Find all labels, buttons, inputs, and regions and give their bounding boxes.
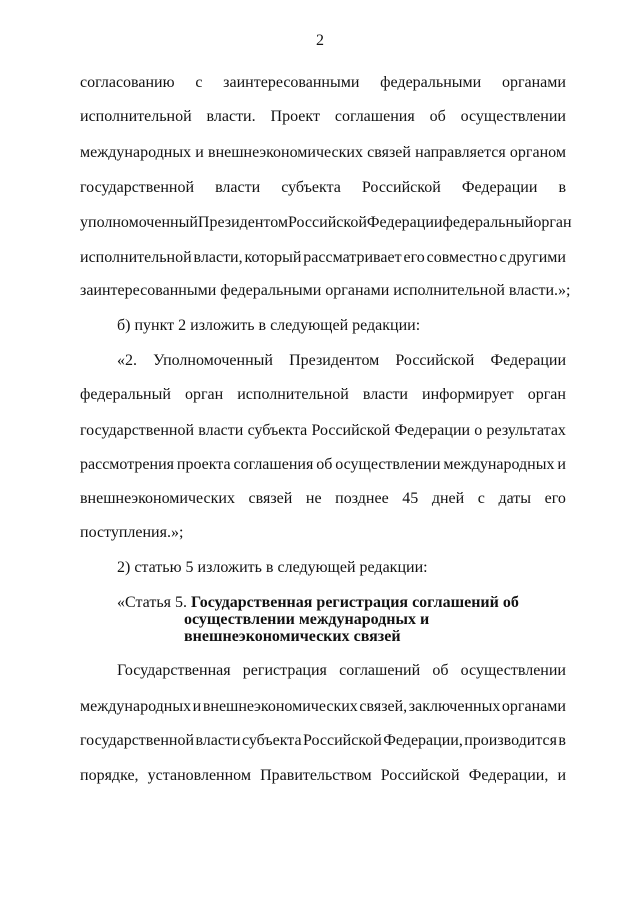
word: позднее — [335, 490, 389, 507]
text-line — [80, 143, 566, 163]
word: федеральный — [80, 386, 171, 403]
word: международных — [443, 456, 555, 473]
word: федеральными — [380, 74, 482, 91]
word: государственной — [80, 179, 195, 196]
word: и — [192, 698, 202, 715]
word: государственной — [80, 732, 195, 749]
word: орган — [533, 214, 572, 231]
word: даты — [498, 490, 532, 507]
word: власти — [195, 732, 241, 749]
word: Федерации — [394, 422, 471, 439]
word: внешнеэкономических — [80, 490, 235, 507]
word: об — [432, 662, 449, 679]
word: власти — [215, 179, 261, 196]
word: власти, — [193, 249, 243, 266]
text-line — [80, 731, 566, 751]
article-title-line-2: осуществлении международных и — [184, 611, 430, 628]
word: направляется — [415, 144, 506, 161]
word: Проект — [270, 108, 320, 125]
text-line — [80, 213, 572, 233]
word: федеральный — [442, 214, 534, 231]
word: результатах — [486, 422, 566, 439]
word: исполнительной — [237, 386, 349, 403]
word: субъекта — [241, 732, 302, 749]
word: согласованию — [80, 74, 175, 91]
word: проекта — [176, 456, 231, 473]
word: и — [195, 144, 204, 161]
word: Российской — [288, 214, 367, 231]
word: власти — [198, 422, 244, 439]
page-number: 2 — [316, 32, 324, 49]
word: производится — [464, 732, 558, 749]
word: осуществлении — [460, 108, 566, 125]
word: Правительством — [260, 767, 372, 784]
word: об — [429, 108, 446, 125]
text-line — [80, 489, 566, 509]
text-line — [80, 248, 566, 268]
article-prefix: «Статья 5. — [117, 594, 187, 611]
word: информирует — [422, 386, 514, 403]
text-line: 2) статью 5 изложить в следующей редакции: — [117, 559, 428, 576]
word: орган — [527, 386, 566, 403]
text-line — [80, 107, 566, 127]
word: Федерации — [366, 214, 443, 231]
word: Российской — [361, 179, 441, 196]
word: дней — [431, 490, 465, 507]
text-line — [80, 73, 566, 93]
word: заключенных — [408, 698, 501, 715]
word: внешнеэкономических — [208, 144, 363, 161]
word: органами — [501, 74, 566, 91]
word: совместно — [426, 249, 498, 266]
text-line — [80, 697, 566, 717]
word: внешнеэкономических — [202, 698, 358, 715]
word: о — [474, 422, 483, 439]
word: Российской — [380, 767, 460, 784]
word: уполномоченный — [80, 214, 198, 231]
word: с — [195, 74, 203, 91]
word: соглашения — [334, 108, 415, 125]
word: об — [316, 456, 333, 473]
text-line — [80, 178, 566, 198]
word: регистрация — [242, 662, 327, 679]
text-line: заинтересованными федеральными органами исполнительной власти.»; — [80, 282, 571, 299]
word: установленном — [147, 767, 251, 784]
word: власти — [362, 386, 408, 403]
word: связей, — [359, 698, 408, 715]
word: соглашений — [339, 662, 421, 679]
word: субъекта — [247, 422, 308, 439]
word: международных — [80, 698, 192, 715]
article-title-line-1: Государственная регистрация соглашений об — [190, 594, 519, 611]
word: связей — [367, 144, 411, 161]
word: субъекта — [281, 179, 341, 196]
word: исполнительной — [80, 108, 192, 125]
word: Федерации — [490, 352, 566, 369]
word: порядке, — [80, 767, 139, 784]
word: с — [499, 249, 507, 266]
word: исполнительной — [80, 249, 192, 266]
word: международных — [80, 144, 192, 161]
word: Президентом — [289, 352, 380, 369]
word: его — [403, 249, 425, 266]
word: осуществлении — [460, 662, 566, 679]
word: 45 — [402, 490, 419, 507]
word: рассмотрения — [80, 456, 174, 473]
word: и — [557, 456, 566, 473]
word: органами — [501, 698, 566, 715]
word: Российской — [311, 422, 391, 439]
text-line — [80, 455, 566, 475]
word: Российской — [303, 732, 382, 749]
word: Президентом — [197, 214, 289, 231]
word: Государственная — [117, 662, 231, 679]
word: в — [558, 732, 566, 749]
text-line — [80, 385, 566, 405]
word: заинтересованными — [223, 74, 360, 91]
text-line — [80, 766, 566, 786]
text-line: поступления.»; — [80, 524, 184, 541]
word: органом — [509, 144, 566, 161]
word: Федерации, — [383, 732, 463, 749]
word: его — [544, 490, 566, 507]
word: государственной — [80, 422, 195, 439]
word: «2. — [117, 352, 137, 369]
word: в — [558, 179, 566, 196]
word: власти. — [206, 108, 256, 125]
word: и — [557, 767, 566, 784]
text-line — [80, 421, 566, 441]
word: Федерации — [461, 179, 538, 196]
word: Федерации, — [468, 767, 549, 784]
text-line: б) пункт 2 изложить в следующей редакции: — [117, 317, 421, 334]
word: с — [477, 490, 485, 507]
word: осуществлении — [335, 456, 441, 473]
word: связей — [248, 490, 293, 507]
word: который — [244, 249, 302, 266]
word: рассматривает — [303, 249, 402, 266]
text-line — [117, 661, 566, 681]
word: другими — [508, 249, 566, 266]
text-line — [117, 351, 566, 371]
word: Российской — [395, 352, 475, 369]
word: соглашения — [233, 456, 314, 473]
word: не — [305, 490, 322, 507]
word: орган — [184, 386, 224, 403]
article-title-line-3: внешнеэкономических связей — [184, 628, 401, 645]
word: Уполномоченный — [153, 352, 273, 369]
